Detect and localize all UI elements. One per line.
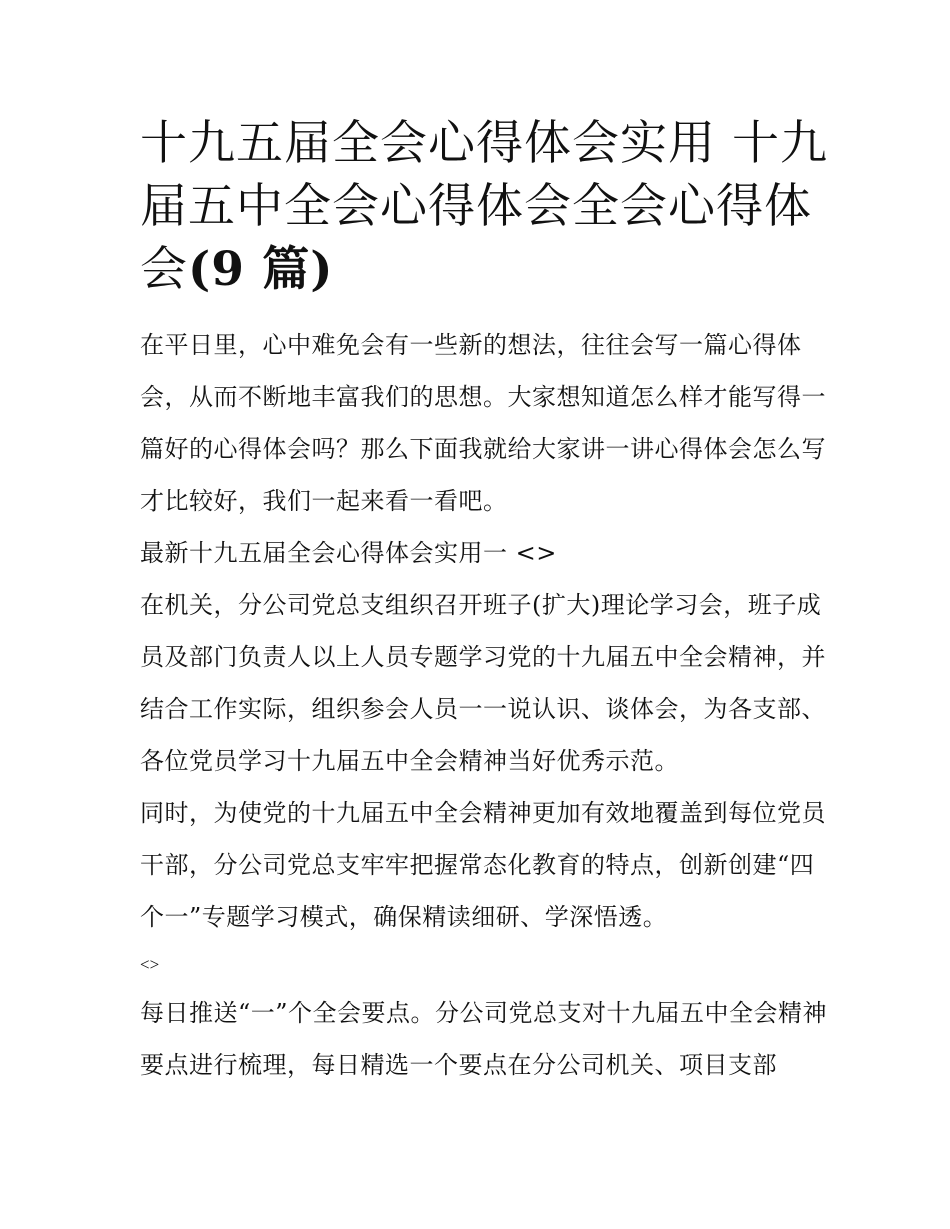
title-main-text: 十九五届全会心得体会实用 十九届五中全会心得体会全会心得体会: [140, 116, 828, 297]
document-title: [140, 112, 830, 301]
document-page: [140, 112, 830, 1091]
section-heading: 最新十九五届全会心得体会实用一 <>: [140, 539, 557, 567]
intro-paragraph: 在平日里，心中难免会有一些新的想法，往往会写一篇心得体会，从而不断地丰富我们的思想。大家想知道怎么样才能写得一篇好的心得体会吗？那么下面我就给大家讲一讲心得体会怎么写才比较好，我们一起来看一看吧。: [140, 331, 826, 515]
title-suffix-text: (9 篇): [188, 242, 334, 297]
body-paragraph: 同时，为使党的十九届五中全会精神更加有效地覆盖到每位党员干部，分公司党总支牢牢把握常态化教育的特点，创新创建“四个一”专题学习模式，确保精读细研、学深悟透。: [140, 799, 826, 931]
placeholder-marker: <>: [140, 955, 160, 974]
body-paragraph: 在机关，分公司党总支组织召开班子(扩大)理论学习会，班子成员及部门负责人以上人员专题学习党的十九届五中全会精神，并结合工作实际，组织参会人员一一说认识、谈体会，为各支部、各位党员学习十九届五中全会精神当好优秀示范。: [140, 591, 826, 775]
body-paragraph: 每日推送“一”个全会要点。分公司党总支对十九届五中全会精神要点进行梳理，每日精选一个要点在分公司机关、项目支部: [140, 999, 828, 1079]
